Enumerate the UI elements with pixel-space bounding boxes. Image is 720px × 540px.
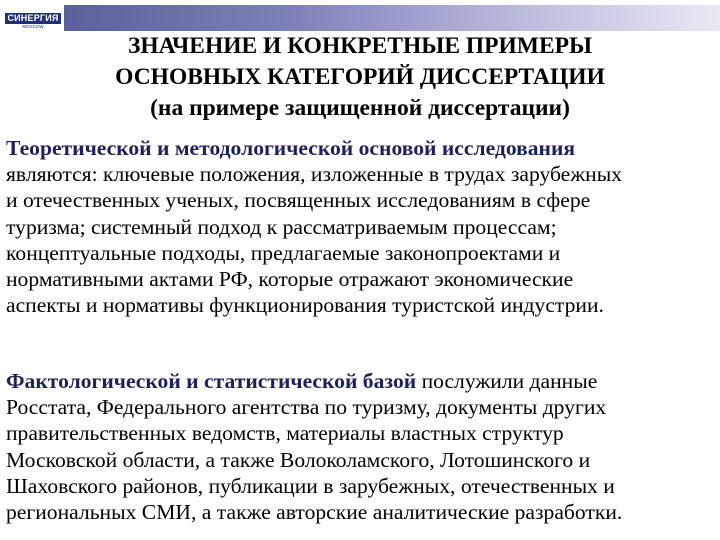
text-line: являются: ключевые положения, изложенные в трудах зарубежных xyxy=(6,162,623,187)
text-line: региональных СМИ, а также авторские аналитические разработки. xyxy=(6,500,623,525)
paragraph-theory xyxy=(6,135,718,318)
slide-title xyxy=(0,31,720,124)
text-line: туризма; системный подход к рассматриваемым процессам; xyxy=(6,214,557,239)
text-line: аспекты и нормативы функционирования туристской индустрии. xyxy=(6,293,604,318)
paragraph-facts xyxy=(6,368,718,525)
logo-subtext: MOSCOW xyxy=(22,24,44,29)
text-line: Шаховского районов, публикации в зарубежных, отечественных и xyxy=(6,473,615,498)
text-line: Росстата, Федерального агентства по туризму, документы других xyxy=(6,395,607,420)
text-line: концептуальные подходы, предлагаемые законопроектами и xyxy=(6,240,561,265)
paragraph-heading: Теоретической и методологической основой исследования xyxy=(6,136,576,160)
text-line: нормативными актами РФ, которые отражают экономические xyxy=(6,267,574,292)
text-line: и отечественных ученых, посвященных исследованиям в сфере xyxy=(6,188,591,213)
text-line: Московской области, а также Волоколамского, Лотошинского и xyxy=(6,447,591,472)
title-line: (на примере защищенной диссертации) xyxy=(150,95,570,121)
logo-small-text xyxy=(2,2,64,12)
title-line: ОСНОВНЫХ КАТЕГОРИЙ ДИССЕРТАЦИИ xyxy=(115,64,605,90)
title-line: ЗНАЧЕНИЕ И КОНКРЕТНЫЕ ПРИМЕРЫ xyxy=(127,33,593,59)
heading-tail: послужили данные xyxy=(416,369,598,393)
paragraph-heading: Фактологической и статистической базой xyxy=(6,369,417,393)
logo-brand: СИНЕРГИЯ xyxy=(5,13,61,24)
text-line: правительственных ведомств, материалы властных структур xyxy=(6,421,564,446)
